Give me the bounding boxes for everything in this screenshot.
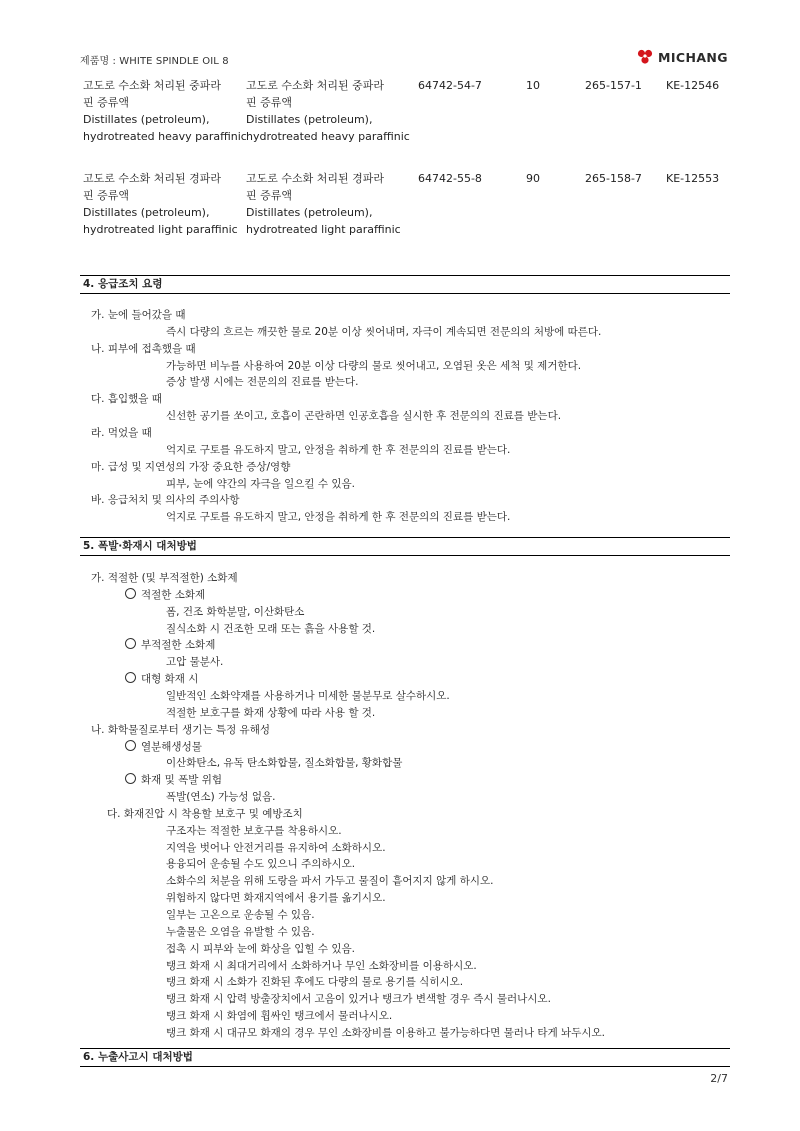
subheading-line: 화재 및 폭발 위험 bbox=[125, 772, 222, 788]
subheading-line: 가. 적절한 (및 부적절한) 소화제 bbox=[91, 572, 238, 584]
body-text-line: 탱크 화재 시 소화가 진화된 후에도 다량의 물로 용기를 식히시오. bbox=[166, 976, 464, 989]
body-text-line: 억지로 구토를 유도하지 말고, 안정을 취하게 한 후 전문의의 진료를 받는다. bbox=[166, 443, 511, 456]
circle-bullet-icon bbox=[125, 588, 136, 599]
body-text-line: 폭발(연소) 가능성 없음. bbox=[166, 791, 276, 804]
body-text-line: 신선한 공기를 쏘이고, 호흡이 곤란하면 인공호흡을 실시한 후 전문의의 진료를 받는다. bbox=[166, 410, 562, 423]
subheading-line: 나. 피부에 접촉했을 때 bbox=[91, 342, 196, 355]
body-text-line: 가능하면 비누를 사용하여 20분 이상 다량의 물로 씻어내고, 오염된 옷은 세척 및 제거한다. bbox=[166, 359, 582, 372]
content-cell: 90 bbox=[526, 172, 540, 185]
subheading-line: 적절한 소화제 bbox=[125, 587, 205, 603]
circle-bullet-icon bbox=[125, 638, 136, 649]
body-text-line: 증상 발생 시에는 전문의의 진료를 받는다. bbox=[166, 376, 359, 389]
body-text-line: 피부, 눈에 약간의 자극을 일으킬 수 있음. bbox=[166, 477, 355, 490]
circle-bullet-icon bbox=[125, 740, 136, 751]
subheading-line: 라. 먹었을 때 bbox=[91, 426, 152, 439]
body-text-line: 소화수의 처분을 위해 도랑을 파서 가두고 물질이 흩어지지 않게 하시오. bbox=[166, 875, 494, 888]
section-5-heading: 5. 폭발·화재시 대처방법 bbox=[80, 537, 730, 556]
subheading-line: 열분해생성물 bbox=[125, 739, 202, 755]
ec-number-cell: 265-157-1 bbox=[585, 79, 642, 92]
chemical-name-cell: 고도로 수소화 처리된 중파라 핀 증류액 Distillates (petroleum), hydrotreated heavy paraffinic bbox=[83, 79, 247, 143]
body-text-line: 지역을 벗어나 안전거리를 유지하여 소화하시오. bbox=[166, 841, 386, 854]
cas-number-cell: 64742-54-7 bbox=[418, 79, 482, 92]
circle-bullet-icon bbox=[125, 672, 136, 683]
section-6-heading: 6. 누출사고시 대처방법 bbox=[80, 1048, 730, 1067]
body-text-line: 질식소화 시 건조한 모래 또는 흙을 사용할 것. bbox=[166, 622, 376, 635]
body-text-line: 억지로 구토를 유도하지 말고, 안정을 취하게 한 후 전문의의 진료를 받는다. bbox=[166, 511, 511, 524]
body-text-line: 이산화탄소, 유독 탄소화합물, 질소화합물, 황화합물 bbox=[166, 757, 403, 770]
subheading-line: 나. 화학물질로부터 생기는 특정 유해성 bbox=[91, 723, 270, 736]
body-text-line: 탱크 화재 시 화염에 휩싸인 탱크에서 물러나시오. bbox=[166, 1010, 393, 1023]
table-row bbox=[80, 170, 730, 266]
subheading-line: 가. 눈에 들어갔을 때 bbox=[91, 309, 186, 321]
table-row bbox=[80, 77, 730, 173]
body-text-line: 폼, 건조 화학분말, 이산화탄소 bbox=[166, 605, 305, 618]
body-text-line: 위험하지 않다면 화재지역에서 용기를 옮기시오. bbox=[166, 892, 386, 905]
company-logo bbox=[637, 49, 728, 65]
body-text-line: 일반적인 소화약재를 사용하거나 미세한 물분무로 살수하시오. bbox=[166, 689, 450, 702]
body-text-line: 일부는 고온으로 운송될 수 있음. bbox=[166, 909, 315, 921]
subheading-line: 바. 응급처치 및 의사의 주의사항 bbox=[91, 494, 240, 507]
chemical-name-cell: 고도로 수소화 처리된 경파라 핀 증류액 Distillates (petroleum), hydrotreated light paraffinic bbox=[83, 172, 238, 236]
body-text-line: 즉시 다량의 흐르는 깨끗한 물로 20분 이상 씻어내며, 자극이 계속되면 전문의의 처방에 따른다. bbox=[166, 325, 602, 338]
subheading-line: 다. 화재진압 시 착용할 보호구 및 예방조치 bbox=[107, 807, 303, 820]
body-text-line: 구조자는 적절한 보호구를 착용하시오. bbox=[166, 824, 342, 837]
section-4-heading: 4. 응급조치 요령 bbox=[80, 275, 730, 294]
body-text-line: 적절한 보호구를 화재 상황에 따라 사용 할 것. bbox=[166, 706, 376, 719]
alias-name-cell: 고도로 수소화 처리된 경파라 핀 증류액 Distillates (petroleum), hydrotreated light paraffinic bbox=[246, 172, 401, 236]
ke-number-cell: KE-12553 bbox=[666, 172, 720, 185]
subheading-line: 대형 화재 시 bbox=[125, 671, 198, 687]
body-text-line: 누출물은 오염을 유발할 수 있음. bbox=[166, 925, 315, 938]
cas-number-cell: 64742-55-8 bbox=[418, 172, 482, 185]
ke-number-cell: KE-12546 bbox=[666, 79, 720, 92]
alias-name-cell: 고도로 수소화 처리된 중파라 핀 증류액 Distillates (petroleum), hydrotreated heavy paraffinic bbox=[246, 79, 410, 143]
page-number: 2/7 bbox=[710, 1072, 728, 1085]
body-text-line: 고압 물분사. bbox=[166, 656, 224, 669]
ec-number-cell: 265-158-7 bbox=[585, 172, 642, 185]
body-text-line: 탱크 화재 시 압력 방출장치에서 고음이 있거나 탱크가 변색할 경우 즉시 물러나시오. bbox=[166, 993, 551, 1006]
body-text-line: 접촉 시 피부와 눈에 화상을 입힐 수 있음. bbox=[166, 942, 355, 955]
logo-text: MICHANG bbox=[658, 49, 728, 65]
circle-bullet-icon bbox=[125, 773, 136, 784]
content-cell: 10 bbox=[526, 79, 540, 92]
michang-logo-icon bbox=[637, 49, 653, 65]
subheading-line: 마. 급성 및 지연성의 가장 중요한 증상/영향 bbox=[91, 460, 291, 473]
body-text-line: 탱크 화재 시 대규모 화재의 경우 무인 소화장비를 이용하고 불가능하다면 물러나 타게 놔두시오. bbox=[166, 1026, 605, 1039]
subheading-line: 부적절한 소화제 bbox=[125, 637, 215, 653]
body-text-line: 탱크 화재 시 최대거리에서 소화하거나 무인 소화장비를 이용하시오. bbox=[166, 959, 477, 972]
body-text-line: 용융되어 운송될 수도 있으니 주의하시오. bbox=[166, 858, 356, 871]
subheading-line: 다. 흡입했을 때 bbox=[91, 393, 162, 406]
product-name-label: 제품명 : WHITE SPINDLE OIL 8 bbox=[80, 56, 229, 67]
composition-table bbox=[80, 77, 730, 266]
